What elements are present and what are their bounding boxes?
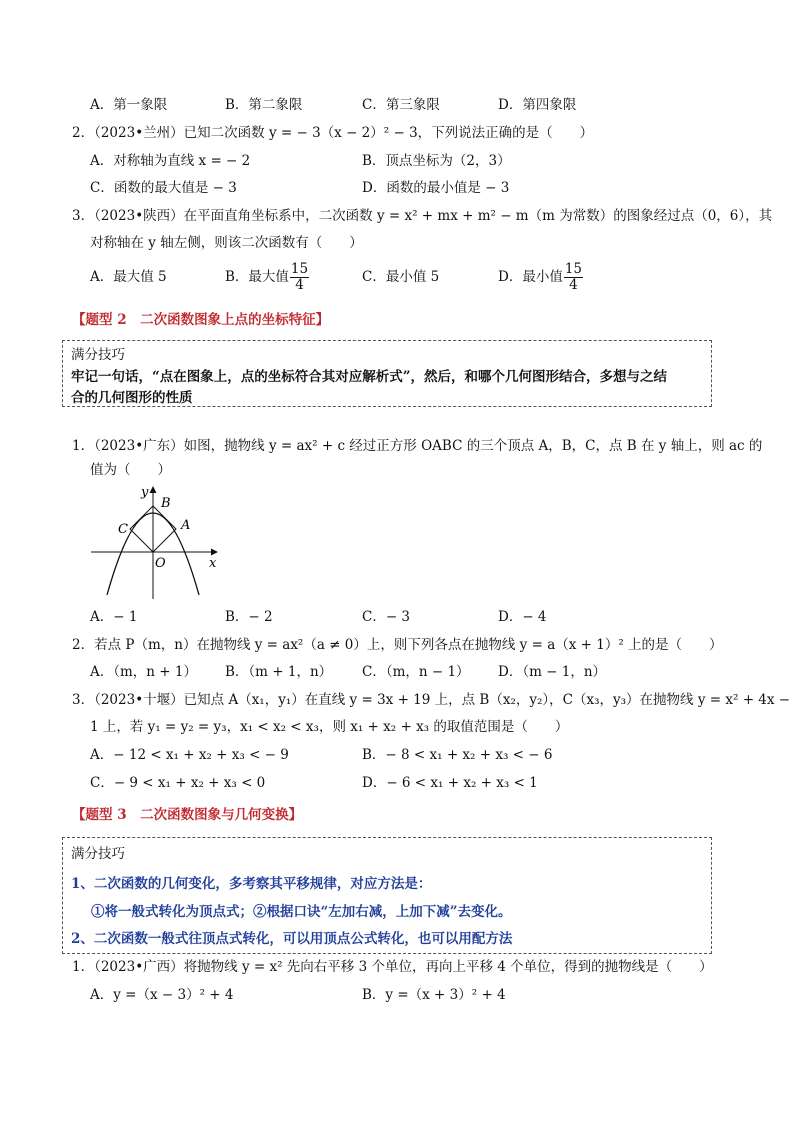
q3-option-c: C．最小值 5 xyxy=(362,269,440,285)
fraction-denominator: 4 xyxy=(569,277,578,293)
type2-heading: 【题型 2 二次函数图象上点的坐标特征】 xyxy=(72,312,330,328)
q3-option-b xyxy=(225,259,309,295)
type3-tip-line3: 2、二次函数一般式往顶点式转化，可以用顶点公式转化，也可以用配方法 xyxy=(71,931,513,947)
q3-stem-line1: 3．（2023•陕西）在平面直角坐标系中，二次函数 y = x² + mx + m² − m（m 为常数）的图象经过点（0，6），其 xyxy=(72,208,773,224)
t2q2-option-c: C．（m，n − 1） xyxy=(362,664,470,680)
type3-tip-line1: 1、二次函数的几何变化，多考察其平移规律，对应方法是： xyxy=(71,876,432,892)
q2-option-b: B．顶点坐标为（2，3） xyxy=(362,153,511,169)
q3-option-b-label: B．最大值 xyxy=(225,269,289,285)
t2q3-option-d: D．− 6 < x₁ + x₂ + x₃ < 1 xyxy=(362,775,538,791)
t3q1-stem: 1．（2023•广西）将抛物线 y = x² 先向右平移 3 个单位，再向上平移 4 个单位，得到的抛物线是（ ） xyxy=(72,959,713,975)
type2-tip-box xyxy=(62,340,712,407)
q3-option-d-label: D．最小值 xyxy=(498,269,563,285)
t2q1-option-b: B．− 2 xyxy=(225,609,273,625)
q3-option-a: A．最大值 5 xyxy=(90,269,167,285)
q1-option-d: D．第四象限 xyxy=(498,97,577,113)
q2-option-a: A．对称轴为直线 x = − 2 xyxy=(90,153,251,169)
type2-tip-line2: 合的几何图形的性质 xyxy=(71,390,193,406)
t2q2-option-b: B．（m + 1，n） xyxy=(225,664,333,680)
type2-tip-title: 满分技巧 xyxy=(71,347,125,363)
t2q1-option-a: A．− 1 xyxy=(90,609,138,625)
q2-option-c: C．函数的最大值是 − 3 xyxy=(90,180,237,196)
t2q3-option-c: C．− 9 < x₁ + x₂ + x₃ < 0 xyxy=(90,775,266,791)
t2q3-option-b: B．− 8 < x₁ + x₂ + x₃ < − 6 xyxy=(362,747,553,763)
t2q3-stem-line2: 1 上，若 y₁ = y₂ = y₃，x₁ < x₂ < x₃，则 x₁ + x₂ + x₃ 的取值范围是（ ） xyxy=(90,719,569,735)
t2q1-stem-line1: 1．（2023•广东）如图，抛物线 y = ax² + c 经过正方形 OABC 的三个顶点 A，B，C，点 B 在 y 轴上，则 ac 的 xyxy=(72,438,763,454)
figure-label-a: A xyxy=(181,518,191,533)
q1-option-a: A．第一象限 xyxy=(90,97,168,113)
t2q1-option-d: D．− 4 xyxy=(498,609,547,625)
q2-option-d: D．函数的最小值是 − 3 xyxy=(362,180,510,196)
type3-tip-title: 满分技巧 xyxy=(71,846,125,862)
fraction-numerator: 15 xyxy=(290,261,309,277)
t2q1-option-c: C．− 3 xyxy=(362,609,411,625)
t2q3-option-a: A．− 12 < x₁ + x₂ + x₃ < − 9 xyxy=(90,747,289,763)
t3q1-option-b: B．y =（x + 3）² + 4 xyxy=(362,987,506,1003)
q2-stem: 2．（2023•兰州）已知二次函数 y = − 3（x − 2）² − 3，下列说法正确的是（ ） xyxy=(72,125,594,141)
type3-heading: 【题型 3 二次函数图象与几何变换】 xyxy=(72,807,303,823)
t2q2-stem: 2．若点 P（m，n）在抛物线 y = ax²（a ≠ 0）上，则下列各点在抛物线 y = a（x + 1）² 上的是（ ） xyxy=(72,637,723,653)
t2q1-stem-line2: 值为（ ） xyxy=(90,462,171,478)
figure-label-x: x xyxy=(209,556,217,571)
t2q2-option-a: A．（m，n + 1） xyxy=(90,664,197,680)
fraction-numerator: 15 xyxy=(564,261,583,277)
type2-tip-line1: 牢记一句话，“点在图象上，点的坐标符合其对应解析式”，然后，和哪个几何图形结合，多想与之结 xyxy=(71,369,668,385)
figure-label-y: y xyxy=(141,485,149,500)
type3-tip-box xyxy=(62,837,712,954)
q1-option-b: B．第二象限 xyxy=(225,97,303,113)
fraction-denominator: 4 xyxy=(295,277,304,293)
figure-label-b: B xyxy=(161,496,171,511)
t3q1-option-a: A．y =（x − 3）² + 4 xyxy=(90,987,234,1003)
type3-tip-line2: ①将一般式转化为顶点式；②根据口诀“左加右减，上加下减”去变化。 xyxy=(91,904,512,920)
figure-label-c: C xyxy=(118,522,128,537)
q3-option-b-fraction xyxy=(290,262,309,293)
t2q3-stem-line1: 3．（2023•十堰）已知点 A（x₁，y₁）在直线 y = 3x + 19 上，点 B（x₂，y₂），C（x₃，y₃）在抛物线 y = x² + 4x − xyxy=(72,692,791,708)
figure-label-o: O xyxy=(155,556,166,571)
parabola-square-figure xyxy=(85,483,225,601)
q3-option-d xyxy=(498,259,583,295)
q3-stem-line2: 对称轴在 y 轴左侧，则该二次函数有（ ） xyxy=(90,235,363,251)
q1-option-c: C．第三象限 xyxy=(362,97,440,113)
t2q2-option-d: D．（m − 1，n） xyxy=(498,664,607,680)
q3-option-d-fraction xyxy=(564,262,583,293)
